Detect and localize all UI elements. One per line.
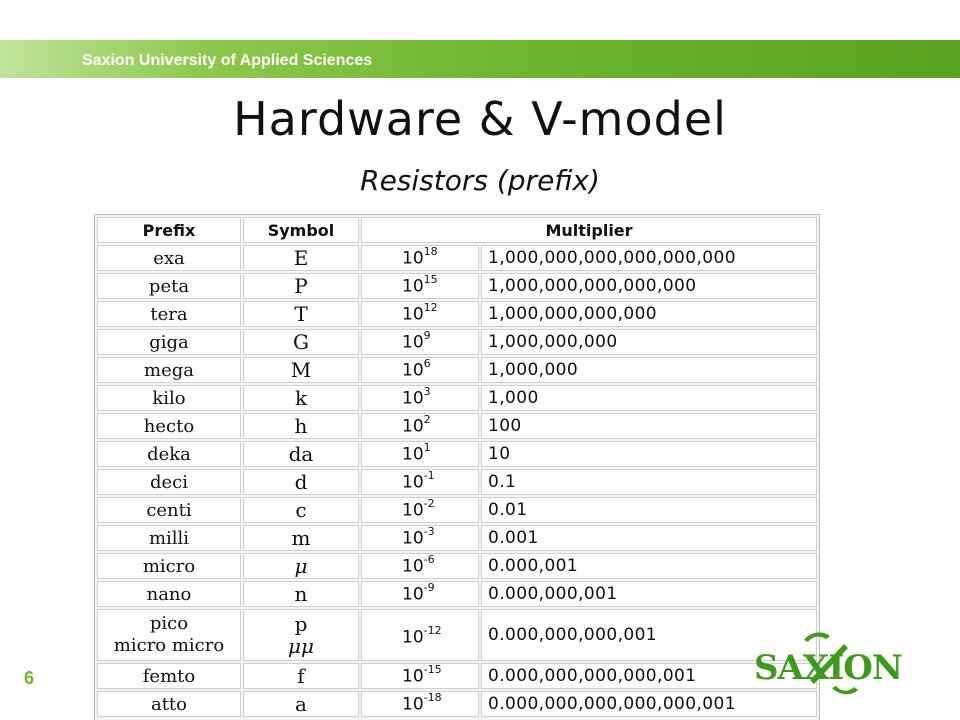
multiplier-value: 0.000,000,001: [481, 581, 817, 607]
symbol-cell: [243, 525, 359, 551]
multiplier-value: 0.000,001: [481, 553, 817, 579]
prefix-name: centi: [146, 499, 192, 521]
power-exponent: 2: [423, 413, 431, 427]
prefix-name: peta: [148, 275, 190, 297]
table-row: [97, 385, 817, 411]
power-cell: [361, 581, 479, 607]
table-row: [97, 469, 817, 495]
prefix-name: deka: [147, 443, 191, 465]
multiplier-value: 0.001: [481, 525, 817, 551]
power-exponent: 9: [423, 329, 431, 343]
logo-wordmark: SAXION: [754, 648, 902, 688]
table-row: [97, 663, 817, 689]
power-cell: [361, 245, 479, 271]
power-cell: [361, 329, 479, 355]
prefix-name: tera: [150, 303, 188, 325]
symbol: E: [293, 246, 309, 270]
table-row: [97, 413, 817, 439]
symbol-cell: [243, 245, 359, 271]
table-row: [97, 609, 817, 661]
table-row: [97, 553, 817, 579]
power-base: 10: [402, 556, 424, 577]
prefix-cell: [97, 273, 241, 299]
power-exponent: -6: [423, 553, 435, 567]
prefix-cell: [97, 357, 241, 383]
power-cell: [361, 357, 479, 383]
symbol: M: [290, 358, 312, 382]
prefix-cell: [97, 441, 241, 467]
institution-name: Saxion University of Applied Sciences: [82, 52, 373, 69]
prefix-name: giga: [149, 331, 189, 353]
saxion-logo: [752, 630, 922, 700]
symbol: d: [294, 470, 308, 494]
power-exponent: -18: [423, 691, 442, 705]
symbol: f: [297, 664, 305, 688]
power-base: 10: [402, 304, 424, 325]
multiplier-value: 0.000,000,000,000,001: [481, 663, 817, 689]
symbol: da: [288, 442, 314, 466]
symbol: n: [294, 582, 308, 606]
multiplier-value: 0.01: [481, 497, 817, 523]
prefix-cell: [97, 385, 241, 411]
symbol-alt: μμ: [288, 634, 314, 658]
table-row: [97, 245, 817, 271]
power-base: 10: [402, 666, 424, 687]
power-base: 10: [402, 528, 424, 549]
table-row: [97, 581, 817, 607]
multiplier-value: 1,000: [481, 385, 817, 411]
power-base: 10: [402, 360, 424, 381]
prefix-name: mega: [144, 359, 194, 381]
symbol: h: [294, 414, 308, 438]
power-exponent: 6: [423, 357, 431, 371]
prefix-cell: [97, 691, 241, 717]
power-exponent: -12: [423, 623, 442, 637]
table-body: [97, 245, 817, 717]
table-row: [97, 691, 817, 717]
prefix-name: pico: [149, 613, 189, 634]
power-exponent: -9: [423, 581, 435, 595]
table-row: [97, 273, 817, 299]
table-row: [97, 329, 817, 355]
power-base: 10: [402, 276, 424, 297]
symbol-cell: [243, 273, 359, 299]
header-prefix: Prefix: [97, 217, 241, 243]
symbol: a: [295, 692, 307, 716]
power-cell: [361, 497, 479, 523]
multiplier-value: 1,000,000,000,000: [481, 301, 817, 327]
page-number: 6: [24, 668, 35, 688]
prefix-table: [95, 215, 819, 719]
power-base: 10: [402, 500, 424, 521]
symbol: μ: [294, 554, 308, 578]
prefix-cell: [97, 663, 241, 689]
prefix-cell: [97, 525, 241, 551]
table-row: [97, 357, 817, 383]
prefix-name: kilo: [152, 387, 186, 409]
power-cell: [361, 609, 479, 661]
prefix-cell: [97, 329, 241, 355]
prefix-cell: [97, 301, 241, 327]
prefix-name: atto: [150, 693, 188, 715]
multiplier-value: 10: [481, 441, 817, 467]
symbol-cell: [243, 385, 359, 411]
prefix-cell: [97, 497, 241, 523]
symbol-cell: [243, 691, 359, 717]
power-exponent: 15: [423, 273, 438, 287]
symbol-cell: [243, 553, 359, 579]
prefix-name: nano: [146, 583, 192, 605]
multiplier-value: 1,000,000,000: [481, 329, 817, 355]
symbol-cell: [243, 609, 359, 661]
symbol-cell: [243, 663, 359, 689]
symbol: P: [294, 274, 308, 298]
prefix-table-container: [94, 214, 820, 720]
power-exponent: -1: [423, 469, 435, 483]
power-exponent: -3: [423, 525, 435, 539]
table-row: [97, 497, 817, 523]
power-cell: [361, 273, 479, 299]
symbol-cell: [243, 301, 359, 327]
power-base: 10: [402, 248, 424, 269]
power-cell: [361, 525, 479, 551]
symbol-cell: [243, 329, 359, 355]
symbol: T: [294, 302, 308, 326]
symbol: G: [293, 330, 309, 354]
slide-subtitle: Resistors (prefix): [360, 164, 600, 197]
prefix-alt-name: micro micro: [113, 635, 225, 656]
power-cell: [361, 413, 479, 439]
prefix-cell: [97, 553, 241, 579]
prefix-name: hecto: [143, 415, 195, 437]
symbol: p: [294, 612, 308, 636]
power-cell: [361, 553, 479, 579]
prefix-cell: [97, 581, 241, 607]
multiplier-value: 1,000,000: [481, 357, 817, 383]
power-exponent: -15: [423, 663, 442, 677]
prefix-name: milli: [148, 527, 190, 549]
header-symbol: Symbol: [243, 217, 359, 243]
multiplier-value: 0.000,000,000,000,000,001: [481, 691, 817, 717]
symbol-cell: [243, 469, 359, 495]
power-exponent: 12: [423, 301, 438, 315]
prefix-cell: [97, 609, 241, 661]
table-row: [97, 441, 817, 467]
power-exponent: 3: [423, 385, 431, 399]
table-row: [97, 301, 817, 327]
prefix-cell: [97, 413, 241, 439]
symbol-cell: [243, 413, 359, 439]
slide-title: Hardware & V-model: [233, 92, 727, 146]
symbol: c: [295, 498, 307, 522]
symbol-cell: [243, 441, 359, 467]
power-base: 10: [402, 416, 424, 437]
header-banner: [0, 40, 960, 78]
power-base: 10: [402, 444, 424, 465]
prefix-name: exa: [153, 247, 185, 269]
power-base: 10: [402, 332, 424, 353]
power-exponent: -2: [423, 497, 435, 511]
multiplier-value: 0.1: [481, 469, 817, 495]
power-base: 10: [402, 388, 424, 409]
header-multiplier: Multiplier: [361, 217, 817, 243]
power-exponent: 18: [423, 245, 438, 259]
power-exponent: 1: [423, 441, 431, 455]
symbol: k: [294, 386, 308, 410]
table-row: [97, 525, 817, 551]
symbol-cell: [243, 497, 359, 523]
power-cell: [361, 663, 479, 689]
prefix-name: deci: [149, 471, 188, 493]
power-cell: [361, 441, 479, 467]
power-cell: [361, 301, 479, 327]
prefix-cell: [97, 245, 241, 271]
symbol-cell: [243, 357, 359, 383]
multiplier-value: 100: [481, 413, 817, 439]
table-header-row: [97, 217, 817, 243]
power-base: 10: [402, 584, 424, 605]
multiplier-value: 0.000,000,000,001: [481, 609, 817, 661]
power-cell: [361, 691, 479, 717]
power-cell: [361, 385, 479, 411]
prefix-cell: [97, 469, 241, 495]
multiplier-value: 1,000,000,000,000,000,000: [481, 245, 817, 271]
power-cell: [361, 469, 479, 495]
prefix-name: micro: [142, 555, 196, 577]
multiplier-value: 1,000,000,000,000,000: [481, 273, 817, 299]
prefix-name: femto: [142, 665, 196, 687]
symbol: m: [291, 526, 311, 550]
power-base: 10: [402, 472, 424, 493]
power-base: 10: [402, 627, 424, 648]
symbol-cell: [243, 581, 359, 607]
power-base: 10: [402, 694, 424, 715]
